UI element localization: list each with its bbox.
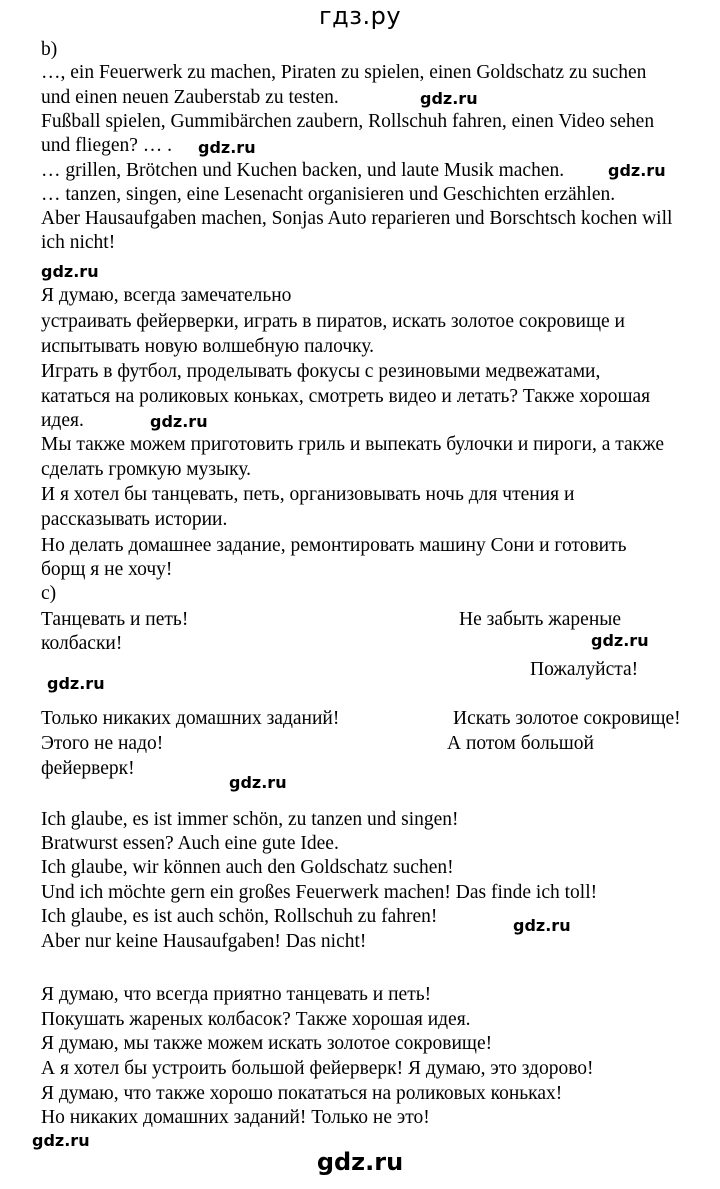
german-line: Aber nur keine Hausaufgaben! Das nicht! <box>41 931 367 952</box>
russian-line: рассказывать истории. <box>41 509 228 530</box>
watermark: gdz.ru <box>198 138 256 157</box>
watermark: gdz.ru <box>47 674 105 693</box>
russian-line: Я думаю, что всегда приятно танцевать и петь! <box>41 984 432 1005</box>
speech-right: Искать золотое сокровище! <box>453 708 681 729</box>
russian-line: Я думаю, мы также можем искать золотое сокровище! <box>41 1033 493 1054</box>
russian-line: Играть в футбол, проделывать фокусы с резиновыми медвежатами, <box>41 361 601 382</box>
german-line: Und ich möchte gern ein großes Feuerwerk machen! Das finde ich toll! <box>41 882 598 903</box>
watermark: gdz.ru <box>608 161 666 180</box>
german-line: und fliegen? … . <box>41 135 173 156</box>
russian-line: И я хотел бы танцевать, петь, организовывать ночь для чтения и <box>41 484 575 505</box>
watermark: gdz.ru <box>150 412 208 431</box>
watermark: gdz.ru <box>41 262 99 281</box>
speech-right: Не забыть жареные <box>459 609 622 630</box>
russian-line: идея. <box>41 410 84 431</box>
russian-line: устраивать фейерверки, играть в пиратов, искать золотое сокровище и <box>41 311 625 332</box>
german-line: Ich glaube, es ist auch schön, Rollschuh zu fahren! <box>41 906 438 927</box>
speech-left: Только никаких домашних заданий! <box>41 708 340 729</box>
speech-left: колбаски! <box>41 633 123 654</box>
russian-line: Покушать жареных колбасок? Также хорошая идея. <box>41 1009 471 1030</box>
german-line: und einen neuen Zauberstab zu testen. <box>41 87 339 108</box>
german-line: Bratwurst essen? Auch eine gute Idee. <box>41 833 339 854</box>
russian-line: Я думаю, всегда замечательно <box>41 285 292 306</box>
watermark: gdz.ru <box>32 1131 90 1150</box>
site-footer: gdz.ru <box>316 1148 404 1176</box>
russian-line: кататься на роликовых коньках, смотреть видео и летать? Также хорошая <box>41 386 651 407</box>
speech-left: фейерверк! <box>41 758 135 779</box>
speech-right: Пожалуйста! <box>530 659 639 680</box>
russian-line: сделать громкую музыку. <box>41 459 252 480</box>
russian-line: Но никаких домашних заданий! Только не это! <box>41 1107 430 1128</box>
speech-right: А потом большой <box>447 733 594 754</box>
german-line: Ich glaube, es ist immer schön, zu tanzen und singen! <box>41 809 459 830</box>
section-b-label: b) <box>41 39 58 60</box>
russian-line: А я хотел бы устроить большой фейерверк! Я думаю, это здорово! <box>41 1058 594 1079</box>
watermark: gdz.ru <box>513 916 571 935</box>
watermark: gdz.ru <box>591 631 649 650</box>
speech-left: Этого не надо! <box>41 733 164 754</box>
speech-left: Танцевать и петь! <box>41 609 189 630</box>
russian-line: Мы также можем приготовить гриль и выпекать булочки и пироги, а также <box>41 434 665 455</box>
russian-line: испытывать новую волшебную палочку. <box>41 336 374 357</box>
russian-line: борщ я не хочу! <box>41 559 173 580</box>
german-line: Ich glaube, wir können auch den Goldschatz suchen! <box>41 857 454 878</box>
russian-line: Я думаю, что также хорошо покататься на роликовых коньках! <box>41 1083 563 1104</box>
german-line: … tanzen, singen, eine Lesenacht organisieren und Geschichten erzählen. <box>41 184 616 205</box>
german-line: …, ein Feuerwerk zu machen, Piraten zu spielen, einen Goldschatz zu suchen <box>41 62 647 83</box>
german-line: Aber Hausaufgaben machen, Sonjas Auto reparieren und Borschtsch kochen will <box>41 208 673 229</box>
watermark: gdz.ru <box>420 89 478 108</box>
watermark: gdz.ru <box>229 773 287 792</box>
section-c-label: c) <box>41 583 57 604</box>
german-line: ich nicht! <box>41 232 116 253</box>
german-line: Fußball spielen, Gummibärchen zaubern, Rollschuh fahren, einen Video sehen <box>41 111 655 132</box>
german-line: … grillen, Brötchen und Kuchen backen, und laute Musik machen. <box>41 160 565 181</box>
site-header: гдз.ру <box>318 2 402 30</box>
russian-line: Но делать домашнее задание, ремонтировать машину Сони и готовить <box>41 535 627 556</box>
